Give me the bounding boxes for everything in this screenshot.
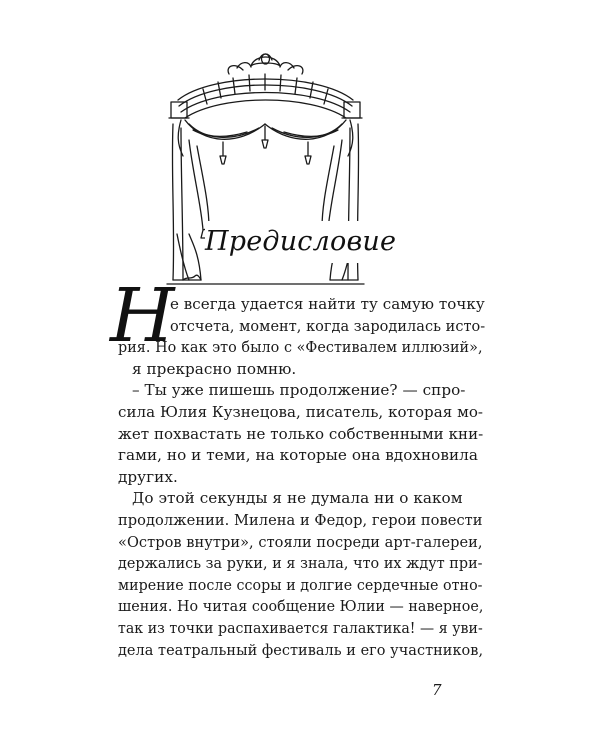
text-line: «Остров внутри», стояли посреди арт-галереи, (118, 532, 483, 551)
text-line: гами, но и теми, на которые она вдохновила (118, 446, 478, 465)
text-line: сила Юлия Кузнецова, писатель, которая мо- (118, 403, 484, 421)
text-line: я прекрасно помню. (132, 359, 297, 378)
text-line: жет похвастать не только собственными кни- (118, 424, 484, 443)
text-line: мирение после ссоры и долгие сердечные отно- (118, 575, 483, 594)
chapter-title: Предисловие (205, 221, 365, 263)
text-line: е всегда удается найти ту самую точку (170, 295, 485, 313)
page-number: 7 (432, 681, 442, 699)
text-line: так из точки распахивается галактика! — я уви- (118, 619, 483, 637)
text-line: других. (118, 467, 178, 486)
text-line: дела театральный фестиваль и его участников, (118, 640, 484, 659)
text-line: отсчета, момент, когда зародилась исто- (170, 316, 486, 335)
text-line: – Ты уже пишешь продолжение? — спро- (132, 381, 466, 400)
text-line: шения. Но читая сообщение Юлии — наверное, (118, 597, 484, 616)
text-line: продолжении. Милена и Федор, герои повести (118, 511, 483, 529)
text-line: До этой секунды я не думала ни о каком (132, 489, 463, 508)
drop-cap: Н (110, 273, 175, 359)
text-line: держались за руки, и я знала, что их ждут при- (118, 554, 483, 573)
text-line: рия. Но как это было с «Фестивалем иллюзий», (118, 338, 483, 357)
